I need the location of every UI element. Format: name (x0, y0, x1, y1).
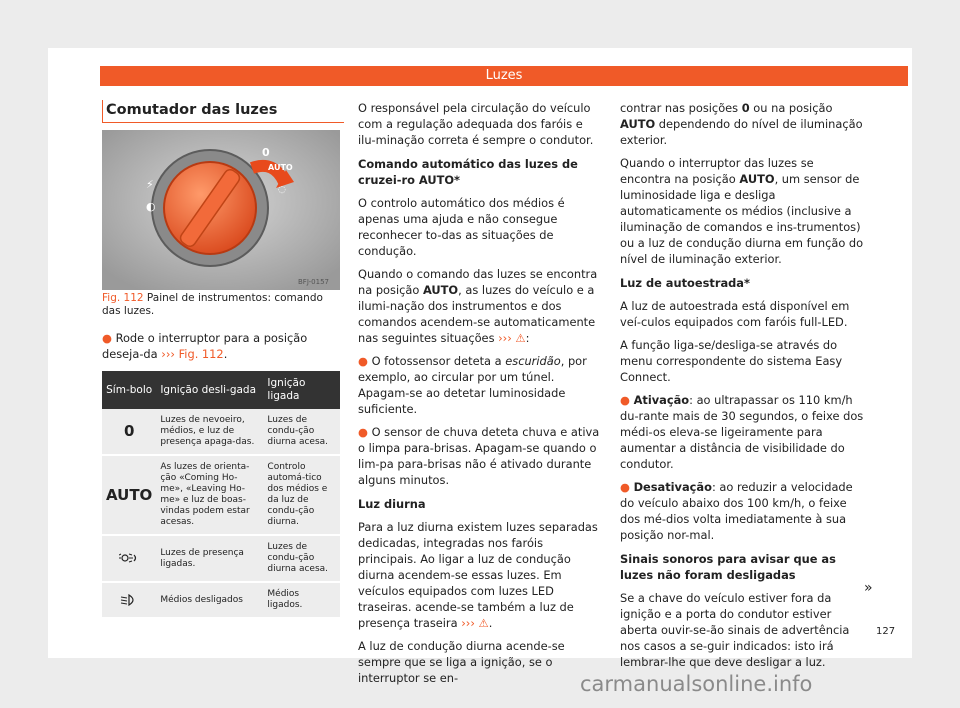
subheading-highway-light: Luz de autoestrada* (620, 276, 750, 290)
table-row: 0 Luzes de nevoeiro, médios, e luz de presença apaga-das. Luzes de condu-ção diurna acesa. (102, 409, 340, 455)
figure-caption (102, 292, 334, 318)
paragraph: A função liga-se/desliga-se através do menu correspondente do sistema Easy Connect. (620, 338, 843, 384)
symbol-auto: AUTO (102, 455, 156, 535)
figure-link[interactable]: Fig. 112 (178, 347, 224, 361)
parking-light-icon: ◌ (278, 185, 286, 195)
paragraph: A luz de condução diurna acende-se sempre que se liga a ignição, se o interruptor se en- (358, 639, 565, 685)
page-number: 127 (876, 626, 896, 637)
instruction-bullet: ● Rode o interruptor para a posição deseja-da ››› Fig. 112. (102, 331, 308, 361)
col-header-ignition-off: Ignição desli-gada (156, 371, 263, 409)
bullet-item: ● O sensor de chuva deteta chuva e ativa o limpa para-brisas. Apagam-se quando o lim-pa para-brisas não é ativado durante alguns minutos. (358, 425, 600, 487)
paragraph: O responsável pela circulação do veículo com a regulação adequada dos faróis e ilu-minação correta é sempre o condutor. (358, 101, 594, 147)
col-header-ignition-on: Ignição ligada (263, 371, 340, 409)
paragraph: O controlo automático dos médios é apenas uma ajuda e não consegue reconhecer to-das as situações de condução. (358, 196, 565, 258)
table-row: AUTO As luzes de orienta-ção «Coming Ho-me», «Leaving Ho-me» e luz de boas-vindas podem estar acesas. Controlo automá-tico dos médios e da luz de condu-ção diurna. (102, 455, 340, 535)
figure-caption-text: Painel de instrumentos: comando das luzes. (102, 292, 323, 317)
bullet-item: ● O fotossensor deteta a escuridão, por exemplo, ao circular por um túnel. Apagam-se ao detetar luminosidade suficiente. (358, 354, 587, 416)
table-row: Luzes de presença ligadas. Luzes de condu-ção diurna acesa. (102, 535, 340, 582)
symbols-table (102, 371, 340, 619)
column-2 (358, 100, 602, 693)
watermark: carmanualsonline.info (580, 672, 813, 696)
continue-arrow: » (864, 580, 873, 596)
bullet-item: ● Desativação: ao reduzir a velocidade do veículo abaixo dos 100 km/h, o feixe dos mé-dios volta imediatamente à sua posição nor-mal. (620, 480, 853, 542)
parking-lights-icon (102, 535, 156, 582)
light-switch-figure (102, 130, 340, 290)
warning-icon[interactable]: ⚠ (478, 616, 489, 630)
paragraph: contrar nas posições 0 ou na posição AUTO dependendo do nível de iluminação exterior. (620, 101, 863, 147)
paragraph: Se a chave do veículo estiver fora da ignição e a porta do condutor estiver aberta ouvir-se-ão sinais de advertência nos casos a se-guir indicados: isto irá lembrar-lhe que deve desligar a luz. (620, 591, 850, 669)
more-arrow: ››› (161, 347, 179, 361)
col-header-symbol: Sím-bolo (102, 371, 156, 409)
figure-code: BFJ-0157 (298, 278, 329, 286)
rear-fog-icon: ◐ (146, 200, 156, 213)
knob-label-zero: 0 (262, 146, 270, 159)
column-3 (620, 100, 864, 677)
paragraph: A luz de autoestrada está disponível em veí-culos equipados com faróis full-LED. (620, 299, 850, 329)
section-title: Comutador das luzes (102, 100, 344, 123)
knob-label-auto: AUTO (268, 163, 293, 172)
subheading-acoustic-signals: Sinais sonoros para avisar que as luzes não foram desligadas (620, 552, 836, 582)
table-row: Médios desligados Médios ligados. (102, 582, 340, 618)
low-beam-icon (102, 582, 156, 618)
paragraph: Quando o interruptor das luzes se encontra na posição AUTO, um sensor de luminosidade liga e desliga automaticamente os médios (inclusive a iluminação de comandos e ins-trumentos) ou a luz de condução diurna em função do nível de iluminação exterior. (620, 156, 864, 266)
table-header-row (102, 371, 340, 409)
chapter-header: Luzes (100, 66, 908, 86)
paragraph: Quando o comando das luzes se encontra na posição AUTO, as luzes do veículo e a ilumi-nação dos instrumentos e dos comandos acendem-se automaticamente nas seguintes situações ››› ⚠: (358, 267, 598, 345)
light-switch-illustration (102, 130, 340, 290)
bullet-item: ● Ativação: ao ultrapassar os 110 km/h du-rante mais de 30 segundos, o feixe dos médi-os eleva-se ligeiramente para aumentar a distância de visibilidade do condutor. (620, 393, 864, 471)
subheading-daytime-light: Luz diurna (358, 497, 426, 511)
paragraph: Para a luz diurna existem luzes separadas dedicadas, integradas nos faróis principais. Ao ligar a luz de condução diurna acendem-se essas luzes. Em veículos equipados com luzes LED traseiras. acende-se também a luz de presença traseira ››› ⚠. (358, 520, 598, 630)
warning-icon[interactable]: ⚠ (515, 331, 526, 345)
figure-ref: Fig. 112 (102, 292, 144, 304)
fog-light-icon: ⚡ (146, 178, 154, 191)
symbol-zero: 0 (102, 409, 156, 455)
subheading-auto-control: Comando automático das luzes de cruzei-ro AUTO* (358, 157, 578, 187)
bullet-dot: ● (102, 331, 116, 345)
